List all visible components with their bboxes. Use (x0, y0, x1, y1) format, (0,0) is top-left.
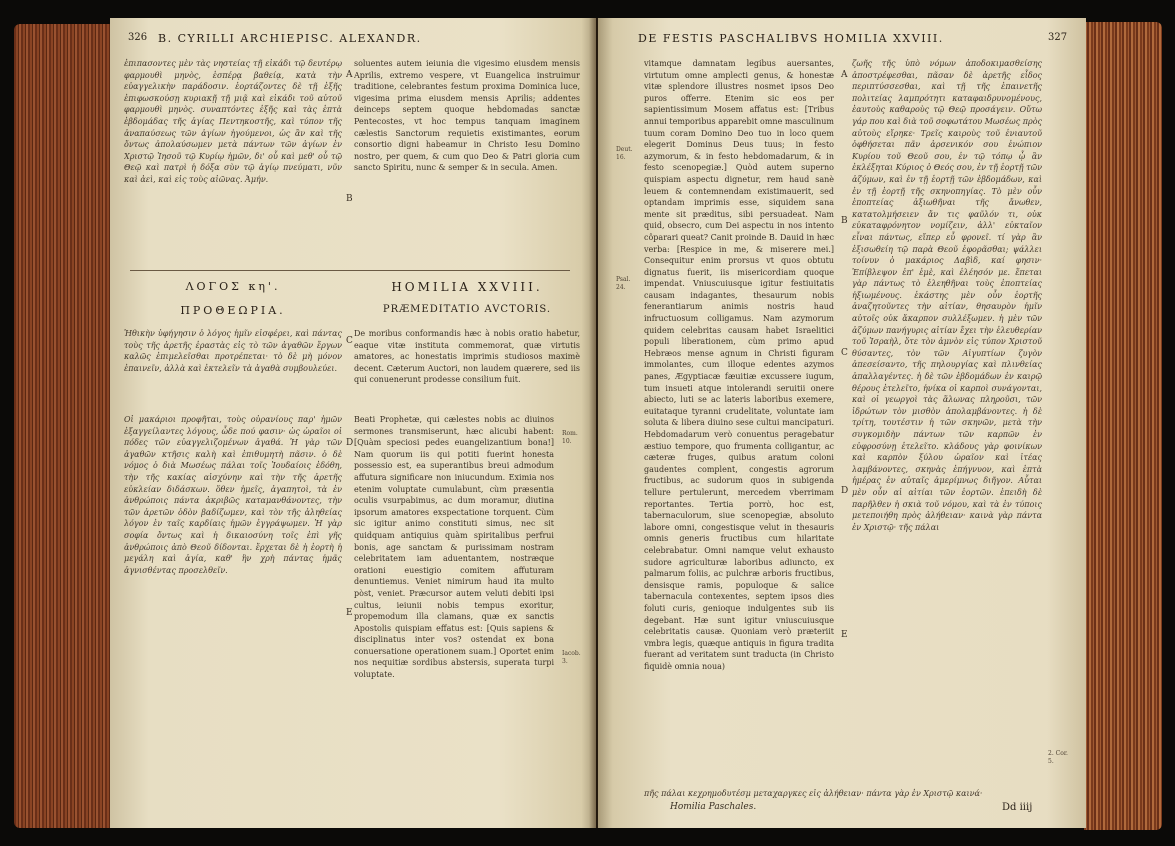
greek-homily-title: ΛΟΓΟΣ κη'. (185, 280, 281, 293)
margin-note-psal: Psal. 24. (616, 276, 631, 291)
greek-column: ζωῆς τῆς ὑπὸ νόμων ἀποδοκιμασθείσης ἀποστρέφεσθαι, πᾶσαν δὲ ἀρετῆς εἶδος περιπτύσσεσθαι, καὶ τῇ τῆς ἐπαινετῆς πολιτείας λαμπρότητι καταφαιδρυνομένους, ἑαυτοὺς καθαροὺς τῷ Θεῷ προσάγειν. Οὕτω γάρ που καὶ διὰ τοῦ σοφωτάτου Μωσέως πρὸς αὐτοὺς εἴρηκε· Τρεῖς καιροὺς τοῦ ἐνιαυτοῦ ὀφθήσεται πᾶν ἀρσενικόν σου ἐνώπιον Κυρίου τοῦ Θεοῦ σου, ἐν τῷ τόπῳ ᾧ ἂν ἐκλέξηται Κύριος ὁ Θεός σου, ἐν τῇ ἑορτῇ τῶν ἀζύμων, καὶ ἐν τῇ ἑορτῇ τῶν ἑβδομάδων, καὶ ἐν τῇ ἑορτῇ τῆς σκηνοπηγίας. Τὸ μὲν οὖν ἐποπτείας ἀξιωθῆναι τῆς ἄνωθεν, κατατολμήσειεν ἄν τις φαῦλόν τι, οὐκ εὐκαταφρόνητον νομίζειν, ἀλλ' εὐκταῖον εἶναι πάντως, εἴπερ εὖ φρονεῖ. τί γὰρ ἂν ἐξισωθείη τῷ παρὰ Θεοῦ ἐφορᾶσθαι; ψάλλει τοίνυν ὁ μακάριος Δαβὶδ, καί φησιν· Ἐπίβλεψον ἐπ' ἐμὲ, καὶ ἐλέησόν με. ἕπεται γὰρ πάντως τὸ ἐλεηθῆναι τοὺς ἐποπτείας ἠξιωμένους. ἑκάστης μὲν οὖν ἑορτῆς ἀναζητοῦντες τὴν αἰτίαν, θησαυρὸν ἡμῖν αὐτοῖς οὐκ ἄκαρπον συλλέξωμεν. ἡ μὲν τῶν ἀζύμων πανήγυρις αἰτίαν ἔχει τὴν ἐλευθερίαν τοῦ Ἰσραὴλ, ὅτε τὸν ἀμνὸν εἰς τύπον Χριστοῦ θύσαντες, τὸν τῶν Αἰγυπτίων ζυγὸν ἀπεσείσαντο, τῆς πηλουργίας καὶ πλινθείας ἀπαλλαγέντες. ἡ δὲ τῶν ἑβδομάδων ἐν καιρῷ θέρους ἐτελεῖτο, ἡνίκα οἱ καρποὶ συνάγονται, καὶ οἱ γεωργοὶ τὰς ἅλωνας πληροῦσι, τῶν ἱδρώτων τὸν μισθὸν ἀπολαμβάνοντες. ἡ δὲ τρίτη, τουτέστιν ἡ τῶν σκηνῶν, μετὰ τὴν συγκομιδὴν πάντων τῶν καρπῶν ἐν εὐφροσύνῃ ἐτελεῖτο. κλάδους γὰρ φοινίκων καὶ καρπὸν ξύλου ὡραῖον καὶ ἰτέας λαμβάνοντες, σκηνὰς ἐπήγνυον, καὶ ἑπτὰ ἡμέρας ἐν αὐταῖς ἀμερίμνως διῆγον. Αὗται μὲν οὖν αἱ αἰτίαι τῶν ἑορτῶν. ἐπειδὴ δὲ παρῆλθεν ἡ σκιὰ τοῦ νόμου, καὶ τὰ ἐν τύποις μετεποιήθη πρὸς ἀλήθειαν· καινὰ γὰρ πάντα ἐν Χριστῷ· τῆς πάλαι (852, 59, 1042, 532)
latin-column-mid: De moribus conformandis hæc à nobis oratio habetur, eaque vitæ instituta commemorat, quæ virtutis amatores, ac honestatis imprimis studiosos maximè decent. Cæterum Auctori, non laudem quærere, sed iis qui conuenerunt prodesse consilium fuit. (354, 329, 580, 385)
margin-note-romans: Rom. 10. (562, 430, 578, 445)
section-letter-d: D (346, 438, 354, 448)
section-rule (130, 270, 570, 271)
section-letter-a-right: A (841, 70, 848, 80)
latin-column-top: soluentes autem ieiunia die vigesimo eiusdem mensis Aprilis, extremo vespere, vt Euangelica instruimur traditione, celebrantes festum proxima Dominica luce, vigesima prima eiusdem mensis Aprilis; addentes deinceps septem quoque hebdomadas sanctæ Pentecostes, vt hoc tempus tanquam imaginem cælestis Sanctorum requietis existimantes, eorum consortio digni habeamur in Christo Iesu Domino nostro, per quem, & cum quo Deo & Patri gloria cum sancto Spiritu, nunc & semper & in secula. Amen. (354, 59, 580, 173)
latin-column-bottom: Beati Prophetæ, qui cælestes nobis ac diuinos sermones transmiserunt, hæc alicubi habent: [Quàm speciosi pedes euangelizantium bona!] Nam quorum iis qui potiti fuerint honesta possessio est, ea superantibus breui admodum affutura significare non iniucundum. Eximia nos etenim voluptate cumulabunt, cùm præsentia oculis vsurpabimus, ac dum moramur, diutina ipsorum amatores exspectatione torquent. Cùm sic igitur animo constituti simus, nec sit quidquam antiquius quàm spiritalibus perfrui bonis, age sanctam & purissimam nostram celebritatem iam aduentantem, nostræque orationi euestigio comitem affuturam denuntiemus. Veniet nimirum haud ita multo pòst, veniet. Præcursor autem veluti debiti ipsi cultus, ieiunii nobis tempus exoritur, propemodum illa clamans, quæ ex sanctis Apostolis quispiam effatus est: [Quis sapiens & disciplinatus inter vos? ostendat ex bona conuersatione operationem suam.] Oportet enim nos nequitiæ sordibus abstersis, superata turpi voluptate. (354, 415, 554, 680)
section-letter-a: A (346, 70, 353, 80)
latin-column: vitamque damnatam legibus auersantes, virtutum omne amplecti genus, & honestæ vitæ splendore illustres nosmet ipsos Deo puros offerre. Etenim sic eos per sapientissimum Mosem affatus est: [Tribus annui temporibus apparebit omne masculinum tuum coram Domino Deo tuo in loco quem elegerit Dominus Deus tuus; in festo azymorum, & in festo hebdomadarum, & in festo scenopegiæ.] Quòd autem superno quispiam aspectu dignetur, rem haud sanè leuem & contemnendam existimauerit, sed optandam imprimis esse, siquidem sana mente sit præditus, sibi persuadeat. Nam quid, obsecro, cum Dei aspectu in nos intento côparari queat? Canit proinde B. Dauid in hæc verba: [Respice in me, & miserere mei.] Consequitur enim prorsus vt quos obtutu dignatus fuerit, iis misericordiam quoque impendat. Vniuscuiusque igitur festiuitatis causam indagantes, thesaurum nobis fenerantiarum animis nostris haud infructuosum colligamus. Nam azymorum quidem celebritas causam habet Israelitici populi liberationem, cùm primo apud Hebræos mense agnum in Christi figuram immolantes, cum illoque edentes azymos panes, Ægyptiacæ fæuitiæ excussere iugum, tum insueti atque intolerandi seruitii onere abiecto, luti se ac lateris laboribus exemere, euitataque tyranni crudelitate, voluntate iam soluta & libera diuino sese cultui mancipaturi. Hebdomadarum verò conuentus peragebatur æstiuo tempore, quo frumenta colligantur, ac cæteræ fruges, quibus aratum coloni gaudentes complent, congestis agrorum fructibus, ac sudorum quos in subigenda tellure pertulerunt, mercedem vberrimam reportantes. Tertia porrò, hoc est, tabernaculorum, siue scenopegiæ, absoluto labore omni, congestisque velut in thesauris omnis generis fructibus cum hilaritate celebrabatur. Omni namque velut exhausto sudore agriculturæ laboribus adiuncto, ex palmarum foliis, ac pulchræ arboris fructibus, densisque ramis, populoque & salice tabernacula contexentes, septem ipsos dies foluti curis, genioque indulgentes sub iis degebant. Hæ sunt igitur vniuscuiusque celebritatis causæ. Quoniam verò præteriit vmbra legis, quæque antiquis in figura tradita fuerant ad veritatem sunt traducta (in Christo fiquidè omnia noua) (644, 59, 834, 671)
greek-column-bottom: Οἱ μακάριοι προφῆται, τοὺς οὐρανίους παρ' ἡμῶν ἐξαγγείλαντες λόγους, ὧδε πού φασιν· ὡς ὡραῖοι οἱ πόδες τῶν εὐαγγελιζομένων ἀγαθά. Ἡ γὰρ τῶν ἀγαθῶν κτῆσις καλὴ καὶ ἐπιθυμητὴ πᾶσιν. ὁ δὲ νόμος ὁ διὰ Μωσέως πάλαι τοῖς Ἰουδαίοις ἐδόθη, τὴν τῆς κακίας αἰσχύνην καὶ τὴν τῆς ἀρετῆς εὐκλείαν διδάσκων. ὅθεν ἡμεῖς, ἀγαπητοὶ, τὰ ἐν ἀνθρώποις πάντα ἀκριβῶς καταμανθάνοντες, τὴν τῶν ἀρετῶν ὁδὸν βαδίζωμεν, καὶ τὸν τῆς ἀληθείας λόγον ἐν ταῖς καρδίαις ἡμῶν ἐγγράψωμεν. Ἡ γὰρ σοφία ὄντως καὶ ἡ δικαιοσύνη τοῖς ἐπὶ γῆς ἀνθρώποις ἀπὸ Θεοῦ δίδονται. ἔρχεται δὲ ἡ ἑορτὴ ἡ μεγάλη καὶ ἁγία, καθ' ἣν χρὴ πάντας ἡμᾶς ἁγνισθέντας προσελθεῖν. (124, 415, 342, 575)
right-page (598, 18, 1086, 828)
left-page-number: 326 (128, 32, 148, 43)
section-letter-e: E (346, 608, 353, 618)
right-page-number: 327 (1048, 32, 1068, 43)
left-page (110, 18, 596, 828)
section-letter-b: B (346, 194, 353, 204)
latin-praemeditatio-title: PRÆMEDITATIO AVCTORIS. (382, 304, 552, 315)
section-letter-c-right: C (841, 348, 848, 358)
left-page-edges (14, 24, 114, 828)
section-letter-d-right: D (841, 486, 849, 496)
open-book (14, 8, 1162, 840)
greek-column-mid: Ἠθικὴν ὑφήγησιν ὁ λόγος ἡμῖν εἰσφέρει, καὶ πάντας τοὺς τῆς ἀρετῆς ἐραστὰς εἰς τὸ τῶν ἀγαθῶν ἔργων καλῶς ἐπιμελεῖσθαι προτρέπεται· τὸ δὲ μὴ μόνον ἐπαινεῖν, ἀλλὰ καὶ ἐκτελεῖν τὰ ἀγαθὰ συμβουλεύει. (124, 329, 342, 373)
section-letter-e-right: E (841, 630, 848, 640)
margin-note-iacob: Iacob. 3. (562, 650, 581, 665)
margin-note-deut: Deut. 16. (616, 146, 633, 161)
bottom-greek-line: πῆς πάλαι κεχρημοδυτέσμ μεταχαργκες εἰς ἀλήθειαν· πάντα γὰρ ἐν Χριστῷ καινά· (644, 789, 983, 798)
section-letter-c: C (346, 336, 353, 346)
right-running-head: DE FESTIS PASCHALIBVS HOMILIA XXVIII. (638, 32, 944, 45)
right-page-edges (1084, 22, 1162, 830)
latin-homily-title: HOMILIA XXVIII. (391, 280, 543, 294)
left-running-head: B. CYRILLI ARCHIEPISC. ALEXANDR. (158, 32, 422, 45)
signature-mark: Dd iiij (1002, 802, 1033, 813)
section-letter-b-right: B (841, 216, 848, 226)
greek-praemeditatio-title: ΠΡΟΘΕΩΡΙΑ. (180, 304, 286, 317)
margin-note-cor: 2. Cor. 5. (1048, 750, 1068, 765)
greek-column-top: ἐπιπασοντες μὲν τὰς νηστείας τῇ εἰκάδι τῷ δευτέρῳ φαρμουθὶ μηνὸς, ἑσπέρᾳ βαθείᾳ, κατὰ τὴν εὐαγγελικὴν παράδοσιν. ἑορτάζοντες δὲ τῇ ἑξῆς ἐπιφωσκούσῃ κυριακῇ τῇ μιᾷ καὶ εἰκάδι τοῦ αὐτοῦ φαρμουθὶ μηνὸς. συναπτόντες ἐξῆς καὶ τὰς ἑπτὰ ἑβδομάδας τῆς ἁγίας Πεντηκοστῆς, καὶ τύπον τῆς ἀναπαύσεως τῶν ἁγίων ἡγούμενοι, ὡς ἂν καὶ τῆς ὄντως ἀπολαύσωμεν μετὰ πάντων τῶν ἁγίων ἐν Χριστῷ Ἰησοῦ τῷ Κυρίῳ ἡμῶν, δι' οὗ καὶ μεθ' οὗ τῷ Θεῷ καὶ πατρὶ ἡ δόξα σὺν τῷ ἁγίῳ πνεύματι, νῦν καὶ ἀεὶ, καὶ εἰς τοὺς αἰῶνας. Ἀμήν. (124, 59, 342, 184)
catchword-footer: Homilia Paschales. (670, 802, 757, 812)
